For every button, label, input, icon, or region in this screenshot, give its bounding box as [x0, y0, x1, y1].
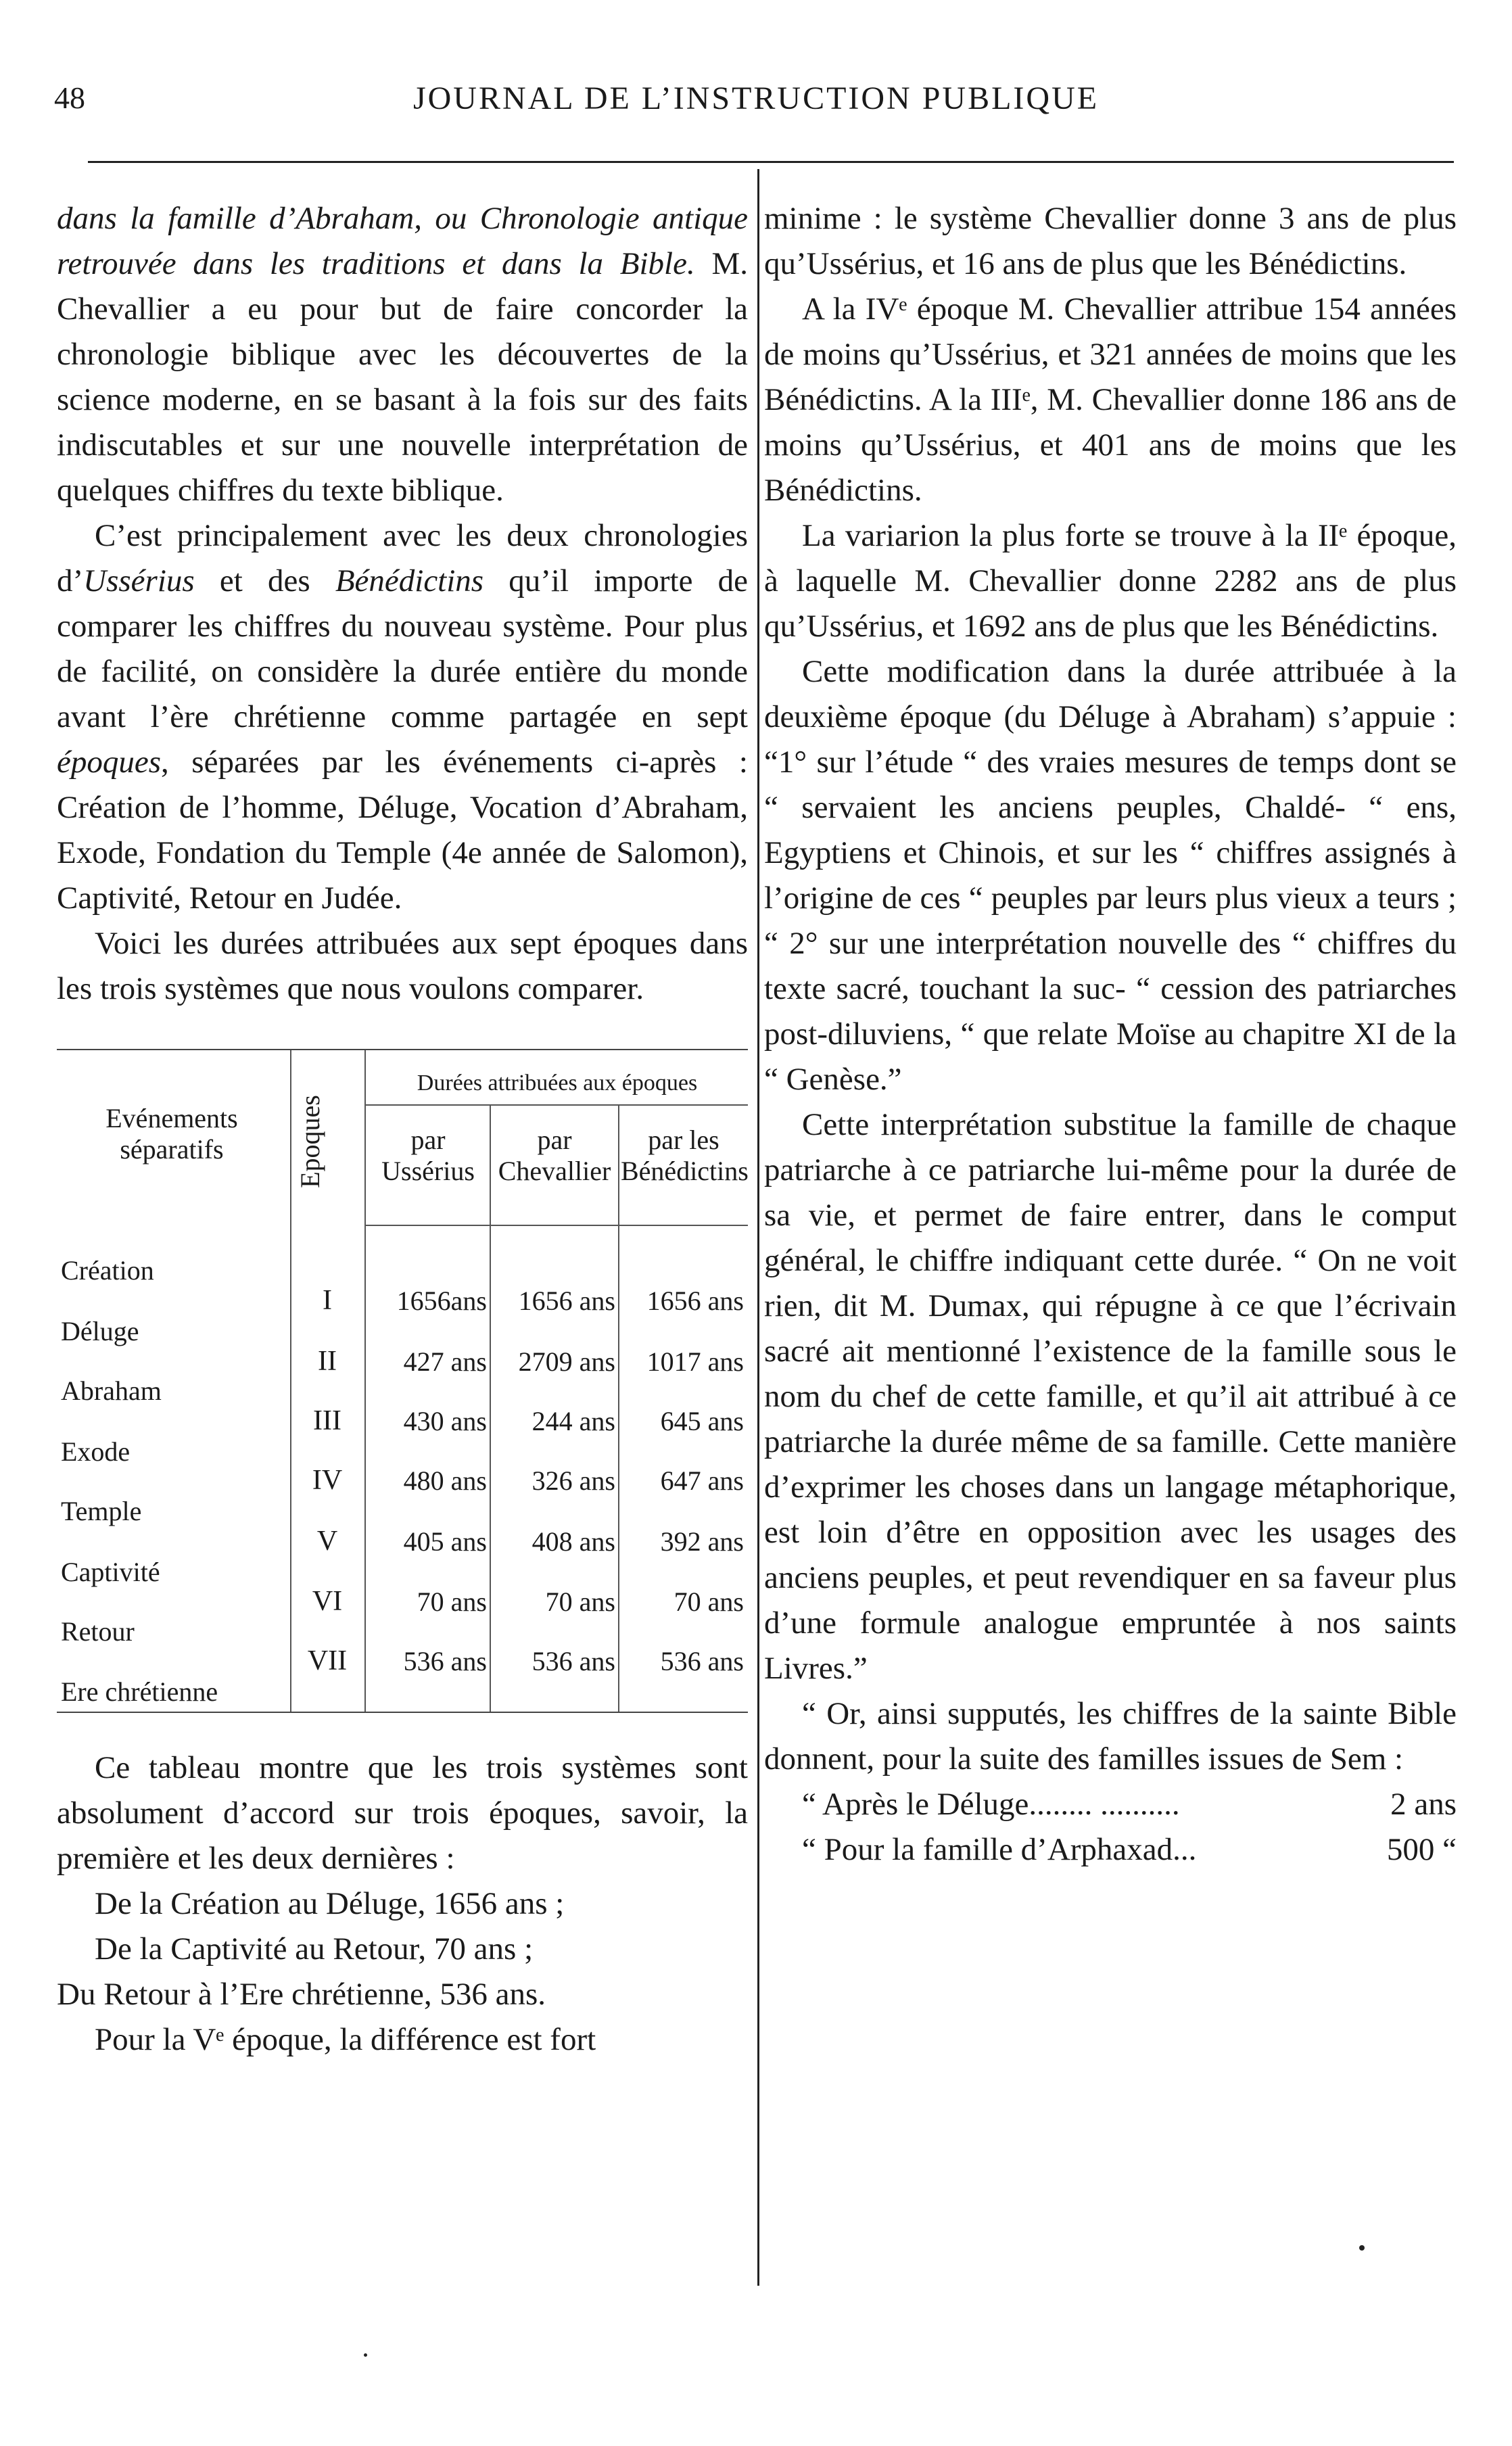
right-paragraph-1: minime : le système Chevallier donne 3 ans de plus qu’Ussérius, et 16 ans de plus que les Bénédictins. — [764, 201, 1457, 281]
table-rule — [364, 1104, 748, 1106]
value-benedictins: 392 ans — [660, 1526, 744, 1557]
event-label: Création — [61, 1255, 154, 1286]
running-title: JOURNAL DE L’INSTRUCTION PUBLIQUE — [412, 80, 1100, 116]
right-paragraph-2: A la IVᵉ époque M. Chevallier attribue 154 années de moins qu’Ussérius, et 321 années de moins que les Bénédictins. A la IIIᵉ, M. Chevallier donne 186 ans de moins qu’Ussérius, et 401 ans de moins que les Bénédictins. — [764, 291, 1457, 508]
table-rule — [290, 1050, 291, 1712]
table-rule — [364, 1225, 748, 1226]
event-label: Captivité — [61, 1557, 160, 1587]
summary-line: Du Retour à l’Ere chrétienne, 536 ans. — [57, 1977, 546, 2012]
right-column — [764, 196, 1457, 1873]
value-chevallier: 408 ans — [531, 1526, 615, 1557]
event-label: Temple — [61, 1496, 142, 1526]
left-paragraph-4: Ce tableau montre que les trois systèmes sont absolument d’accord sur trois époques, savoir, la première et les deux dernières : — [57, 1750, 748, 1876]
event-label: Déluge — [61, 1316, 139, 1346]
summary-line: De la Création au Déluge, 1656 ans ; — [95, 1886, 565, 1921]
genealogy-item — [764, 1782, 1457, 1827]
value-chevallier: 70 ans — [545, 1586, 615, 1617]
value-usserius: 427 ans — [403, 1346, 487, 1377]
left-column — [57, 196, 748, 2063]
chronology-table — [57, 1049, 748, 1713]
header-benedictins: par les Bénédictins — [621, 1125, 749, 1186]
right-paragraph-5: Cette interprétation substitue la famille de chaque patriarche à ce patriarche lui-même pour la durée de sa vie, et permet de faire entrer, dans le comput général, le chiffre indiquant cette durée. “ On ne voit rien, dit M. Dumax, qui répugne à ce que l’écrivain sacré ait mentionné l’existence de la famille sous le nom du chef de cette famille, et qu’il ait attribué à ce patriarche la durée même de sa famille. Cette manière d’exprimer les choses dans un langage métaphorique, est loin d’être en opposition avec les usages des anciens peuples, et peut revendiquer en sa faveur plus d’une formule analogue empruntée à nos saints Livres.” — [764, 1107, 1457, 1686]
event-label: Retour — [61, 1616, 135, 1647]
genealogy-value: 500 “ — [1386, 1832, 1457, 1867]
page-number: 48 — [54, 80, 85, 115]
value-chevallier: 2709 ans — [518, 1346, 615, 1377]
header-chevallier: par Chevallier — [498, 1125, 611, 1186]
value-benedictins: 647 ans — [660, 1465, 744, 1496]
value-benedictins: 536 ans — [660, 1646, 744, 1676]
value-usserius: 430 ans — [403, 1406, 487, 1436]
event-label: Exode — [61, 1436, 131, 1467]
column-divider — [757, 169, 759, 2286]
value-chevallier: 326 ans — [531, 1465, 615, 1496]
page-header — [54, 80, 1458, 134]
header-group: Durées attribuées aux époques — [417, 1071, 698, 1096]
event-label: Abraham — [61, 1375, 162, 1406]
ink-speck — [364, 2353, 367, 2357]
value-benedictins: 645 ans — [660, 1406, 744, 1436]
value-chevallier: 244 ans — [531, 1406, 615, 1436]
genealogy-value: 2 ans — [1390, 1787, 1457, 1822]
genealogy-label: “ Après le Déluge........ .......... — [802, 1787, 1180, 1822]
summary-line: De la Captivité au Retour, 70 ans ; — [95, 1931, 534, 1967]
value-usserius: 480 ans — [403, 1465, 487, 1496]
value-benedictins: 70 ans — [674, 1586, 744, 1617]
book-title: dans la famille d’Abraham, ou Chronologie antique retrouvée dans les traditions et dans la Bible. — [57, 201, 748, 281]
right-paragraph-6: “ Or, ainsi supputés, les chiffres de la sainte Bible donnent, pour la suite des familles issues de Sem : — [764, 1696, 1457, 1777]
header-epoques: Epoques — [295, 1095, 325, 1188]
epoque-numeral: III — [313, 1405, 341, 1436]
table-rule — [618, 1104, 619, 1712]
epoque-numeral: VII — [307, 1645, 348, 1676]
epoque-numeral: II — [318, 1346, 337, 1377]
epoque-numeral: IV — [312, 1465, 343, 1496]
genealogy-label: “ Pour la famille d’Arphaxad... — [802, 1832, 1197, 1867]
header-rule — [88, 161, 1454, 163]
header-usserius: par Ussérius — [381, 1125, 475, 1186]
epoque-numeral: I — [323, 1285, 332, 1316]
left-paragraph-5: Pour la Vᵉ époque, la différence est fort — [95, 2022, 596, 2057]
value-chevallier: 1656 ans — [518, 1286, 615, 1316]
left-paragraph-2: C’est principalement avec les deux chronologies d’Ussérius et des Bénédictins qu’il importe de comparer les chiffres du nouveau système. Pour plus de facilité, on considère la durée entière du monde avant l’ère chrétienne comme partagée en sept époques, séparées par les événements ci-après : Création de l’homme, Déluge, Vocation d’Abraham, Exode, Fondation du Temple (4e année de Salomon), Captivité, Retour en Judée. — [57, 518, 748, 916]
header-events: Evénements séparatifs — [105, 1103, 238, 1165]
value-usserius: 536 ans — [403, 1646, 487, 1676]
genealogy-item — [764, 1827, 1457, 1873]
value-chevallier: 536 ans — [531, 1646, 615, 1676]
left-paragraph-3: Voici les durées attribuées aux sept époques dans les trois systèmes que nous voulons comparer. — [57, 926, 748, 1006]
value-usserius: 405 ans — [403, 1526, 487, 1557]
epoque-numeral: V — [316, 1526, 338, 1557]
right-paragraph-4: Cette modification dans la durée attribuée à la deuxième époque (du Déluge à Abraham) s’appuie : “1° sur l’étude “ des vraies mesures de temps dont se “ servaient les anciens peuples, Chaldé- “ ens, Egyptiens et Chinois, et sur les “ chiffres assignés à l’origine de ces “ peuples par leurs plus vieux a teurs ; “ 2° sur une interprétation nouvelle des “ chiffres du texte sacré, touchant la suc- “ cession des patriarches post-diluviens, “ que relate Moïse au chapitre XI de la “ Genèse.” — [764, 654, 1457, 1097]
right-paragraph-3: La variarion la plus forte se trouve à la IIᵉ époque, à laquelle M. Chevallier donne 2282 ans de plus qu’Ussérius, et 1692 ans de plus que les Bénédictins. — [764, 518, 1457, 644]
value-usserius: 70 ans — [417, 1586, 487, 1617]
value-benedictins: 1656 ans — [646, 1286, 744, 1316]
ink-speck — [1359, 2245, 1365, 2251]
value-benedictins: 1017 ans — [646, 1346, 744, 1377]
event-label: Ere chrétienne — [61, 1676, 218, 1707]
epoque-numeral: VI — [312, 1586, 343, 1617]
left-paragraph-1: dans la famille d’Abraham, ou Chronologie antique retrouvée dans les traditions et dans la Bible. M. Chevallier a eu pour but de faire concorder la chronologie biblique avec les découvertes de la science moderne, en se basant à la fois sur des faits indiscutables et sur une nouvelle interprétation de quelques chiffres du texte biblique. — [57, 201, 748, 508]
value-usserius: 1656ans — [396, 1286, 487, 1316]
table-rule — [364, 1050, 366, 1712]
table-rule — [490, 1104, 491, 1712]
